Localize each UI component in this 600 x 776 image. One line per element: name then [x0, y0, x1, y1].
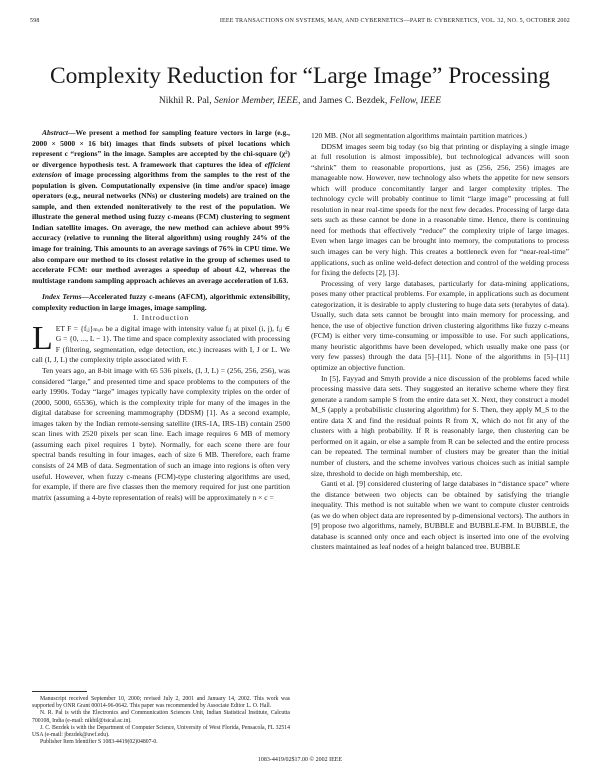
author-line [20, 95, 580, 107]
page-number: 598 [30, 18, 40, 24]
section-heading-introduction: I. Introduction [133, 313, 189, 323]
journal-name: IEEE TRANSACTIONS ON SYSTEMS, MAN, AND CYBERNETICS—PART B: CYBERNETICS, VOL. 32, NO. 5, OCTOBER 2002 [219, 18, 570, 24]
right-paragraph-4: Ganti et al. [9] considered clustering of large databases in “distance space” where the distance between two objects can be obtained by satisfying the triangle inequality. This method is not suitable when we want to compute cluster centroids (as we do when object data are represented by p-dimensional vectors). The authors in [9] propose two algorithms, namely, BUBBLE and BUBBLE-FM. In BUBBLE, the database is scanned only once and each object is inserted into one of the evolving clusters maintained as leaf nodes of a height balanced tree. BUBBLE [311, 479, 569, 552]
footnote-author-1: N. R. Pal is with the Electronics and Communication Sciences Unit, Indian Statistical Institute, Calcutta 700108, India (e-mail: nikhil@isical.ac.in). [32, 710, 290, 724]
abstract-emphasis: efficient extension [32, 159, 290, 180]
right-paragraph-0: 120 MB. (Not all segmentation algorithms maintain partition matrices.) [311, 131, 527, 140]
drop-cap: L [32, 319, 53, 357]
abstract-lead: Abstract— [42, 128, 76, 137]
intro-paragraph-2: Ten years ago, an 8-bit image with 65 536 pixels, (I, J, L) = (256, 256, 256), was considered “large,” and presented time and space problems to the computers of the early 1990s. Today “large” images typically have complexity triples on the order of (2000, 5000, 65536), which is the complexity triple for many of the images in the digital database for screening mammography (DDSM) [1]. As a second example, images taken by the Indian remote-sensing satellite (IRS-1A, IRS-1B) contain 2500 scan lines with 2520 pixels per scan line. Each image requires 6 MB of memory (assuming each pixel requires 1 byte). Normally, for each scene there are four spectral bands resulting in four images, each of size 6 MB. Therefore, each frame consists of 24 MB of data. Segmentation of such an image into regions is often very useful. However, when fuzzy c-means (FCM)-type clustering algorithms are used, for example, if there are five classes then the memory required for just one partition matrix (assuming a 4-byte representation of reals) will be approximately n × c = [32, 366, 290, 502]
right-paragraph-2: Processing of very large databases, particularly for data-mining applications, poses many other practical problems. For example, in applications such as document categorization, it is desirable to apply clustering to huge data sets (terabytes of data). Usually, such data sets cannot be brought into main memory for processing, and hence, the use of objective function driven clustering algorithms like fuzzy c-means (FCM) is either very time-consuming or impossible to use. For such applications, many heuristic algorithms have been developed, which usually make one pass (or very few passes) through the data [5]–[11]. None of the algorithms in [5]–[11] optimize an objective function. [311, 278, 569, 373]
copyright-footer: 1083-4419/02$17.00 © 2002 IEEE [257, 757, 343, 763]
paper-title: Complexity Reduction for “Large Image” Processing [49, 63, 551, 89]
right-column [311, 131, 569, 553]
author-2-name: and James C. Bezdek, [302, 95, 388, 106]
running-header [30, 18, 570, 28]
index-terms [32, 292, 290, 313]
footnote-author-2: J. C. Bezdek is with the Department of Computer Science, University of West Florida, Pensacola, FL 32514 USA (e-mail: jbezdek@uwf.edu). [32, 724, 290, 739]
intro-paragraph-1-text: ET F = {fᵢⱼ}ₘₓₙ be a digital image with intensity value fᵢⱼ at pixel (i, j), fᵢⱼ ∈ G = {0, ..., L − 1}. The time and space complexity associated with processing F (filtering, segmentation, edge detection, etc.) increases with I, J or L. We call (I, J, L) the complexity triple associated with F. [32, 323, 290, 365]
intro-paragraph-1 [32, 319, 290, 366]
right-paragraph-3: In [5], Fayyad and Smyth provide a nice discussion of the problems faced while processing massive data sets. They suggested an iterative scheme where they first generate a random sample S from the entire data set X. Next, they construct a model M_S (apply a probabilistic clustering algorithm) for S. Then, they apply M_S to the entire data X and find the residual points R from X, which do not fit any of the clusters with a high probability. If R is reasonably large, then clustering can be performed on it again, or else a sample from R can be selected and the entire process can be repeated. The terminal number of clusters may be greater than the initial number of clusters, and the scheme involves various choices such as initial sample size, threshold to decide on high membership, etc. [311, 373, 569, 478]
footnote-manuscript: Manuscript received September 10, 2000; revised July 2, 2001 and January 14, 2002. This work was supported by ONR Grant 00014-96-0642. This paper was recommended by Associate Editor L. O. Hall. [32, 696, 290, 710]
author-2-role: Fellow, IEEE [389, 95, 442, 106]
footnotes [32, 696, 290, 746]
index-terms-text: Accelerated fuzzy c-means (AFCM), algorithmic extensibility, complexity reduction in large images, image sampling. [32, 292, 290, 312]
right-paragraph-1: DDSM images seem big today (so big that printing or displaying a single image at full resolution is almost impossible), but technological advances will soon “shrink” them to reasonable proportions, just as (256, 256, 256) images are manageable now. However, new technology also whets the appetite for new sensors which will produce concomitantly larger and larger complexity triples. The technology cycle will probably continue to limit “large image” processing at full resolution in near real-time speeds for the next few decades. Processing of large data sets such as these cannot be done in a reasonable time. Hence, there is continuing need for methods that effectively “reduce” the complexity triple of large images. Even when large images can be brought into memory, the computations to process such images can be very high. This creates a bottleneck even for “near-real-time” applications, such as online weld-defect detection and control of the welding process for fixing the defects [2], [3]. [311, 141, 569, 278]
author-1-role: Senior Member, IEEE, [214, 95, 301, 106]
author-1-name: Nikhil R. Pal, [158, 95, 212, 106]
abstract-text-a: We present a method for sampling feature vectors in large (e.g., 2000 × 5000 × 16 bit) images that finds subsets of pixel locations which represent c “regions” in the image. Samples are accepted by the chi-square (χ²) or divergence hypothesis test. A framework that captures the idea of [32, 128, 290, 169]
abstract [32, 128, 290, 286]
footnote-publisher-id: Publisher Item Identifier S 1083-4419(02)04807-0. [40, 739, 158, 746]
abstract-text-b: of image processing algorithms from the samples to the rest of the population is given. Computationally expensive (in time and/or space) image operators (e.g., neural networks (NNs) or clustering models) are trained on the sample, and then extended noniteratively to the rest of the population. We illustrate the general method using fuzzy c-means (FCM) clustering to segment Indian satellite images. On average, the new method can achieve about 99% accuracy (relative to running the literal algorithm) using roughly 24% of the image for training. This amounts to an average savings of 76% in CPU time. We also compare our method to its closest relative in the group of schemes used to accelerate FCM: our method averages a speedup of about 4.2, whereas the multistage random sampling approach achieves an average acceleration of 1.63. [32, 170, 290, 285]
index-terms-lead: Index Terms— [42, 292, 89, 302]
footnote-rule [32, 691, 87, 692]
left-column [32, 128, 290, 503]
